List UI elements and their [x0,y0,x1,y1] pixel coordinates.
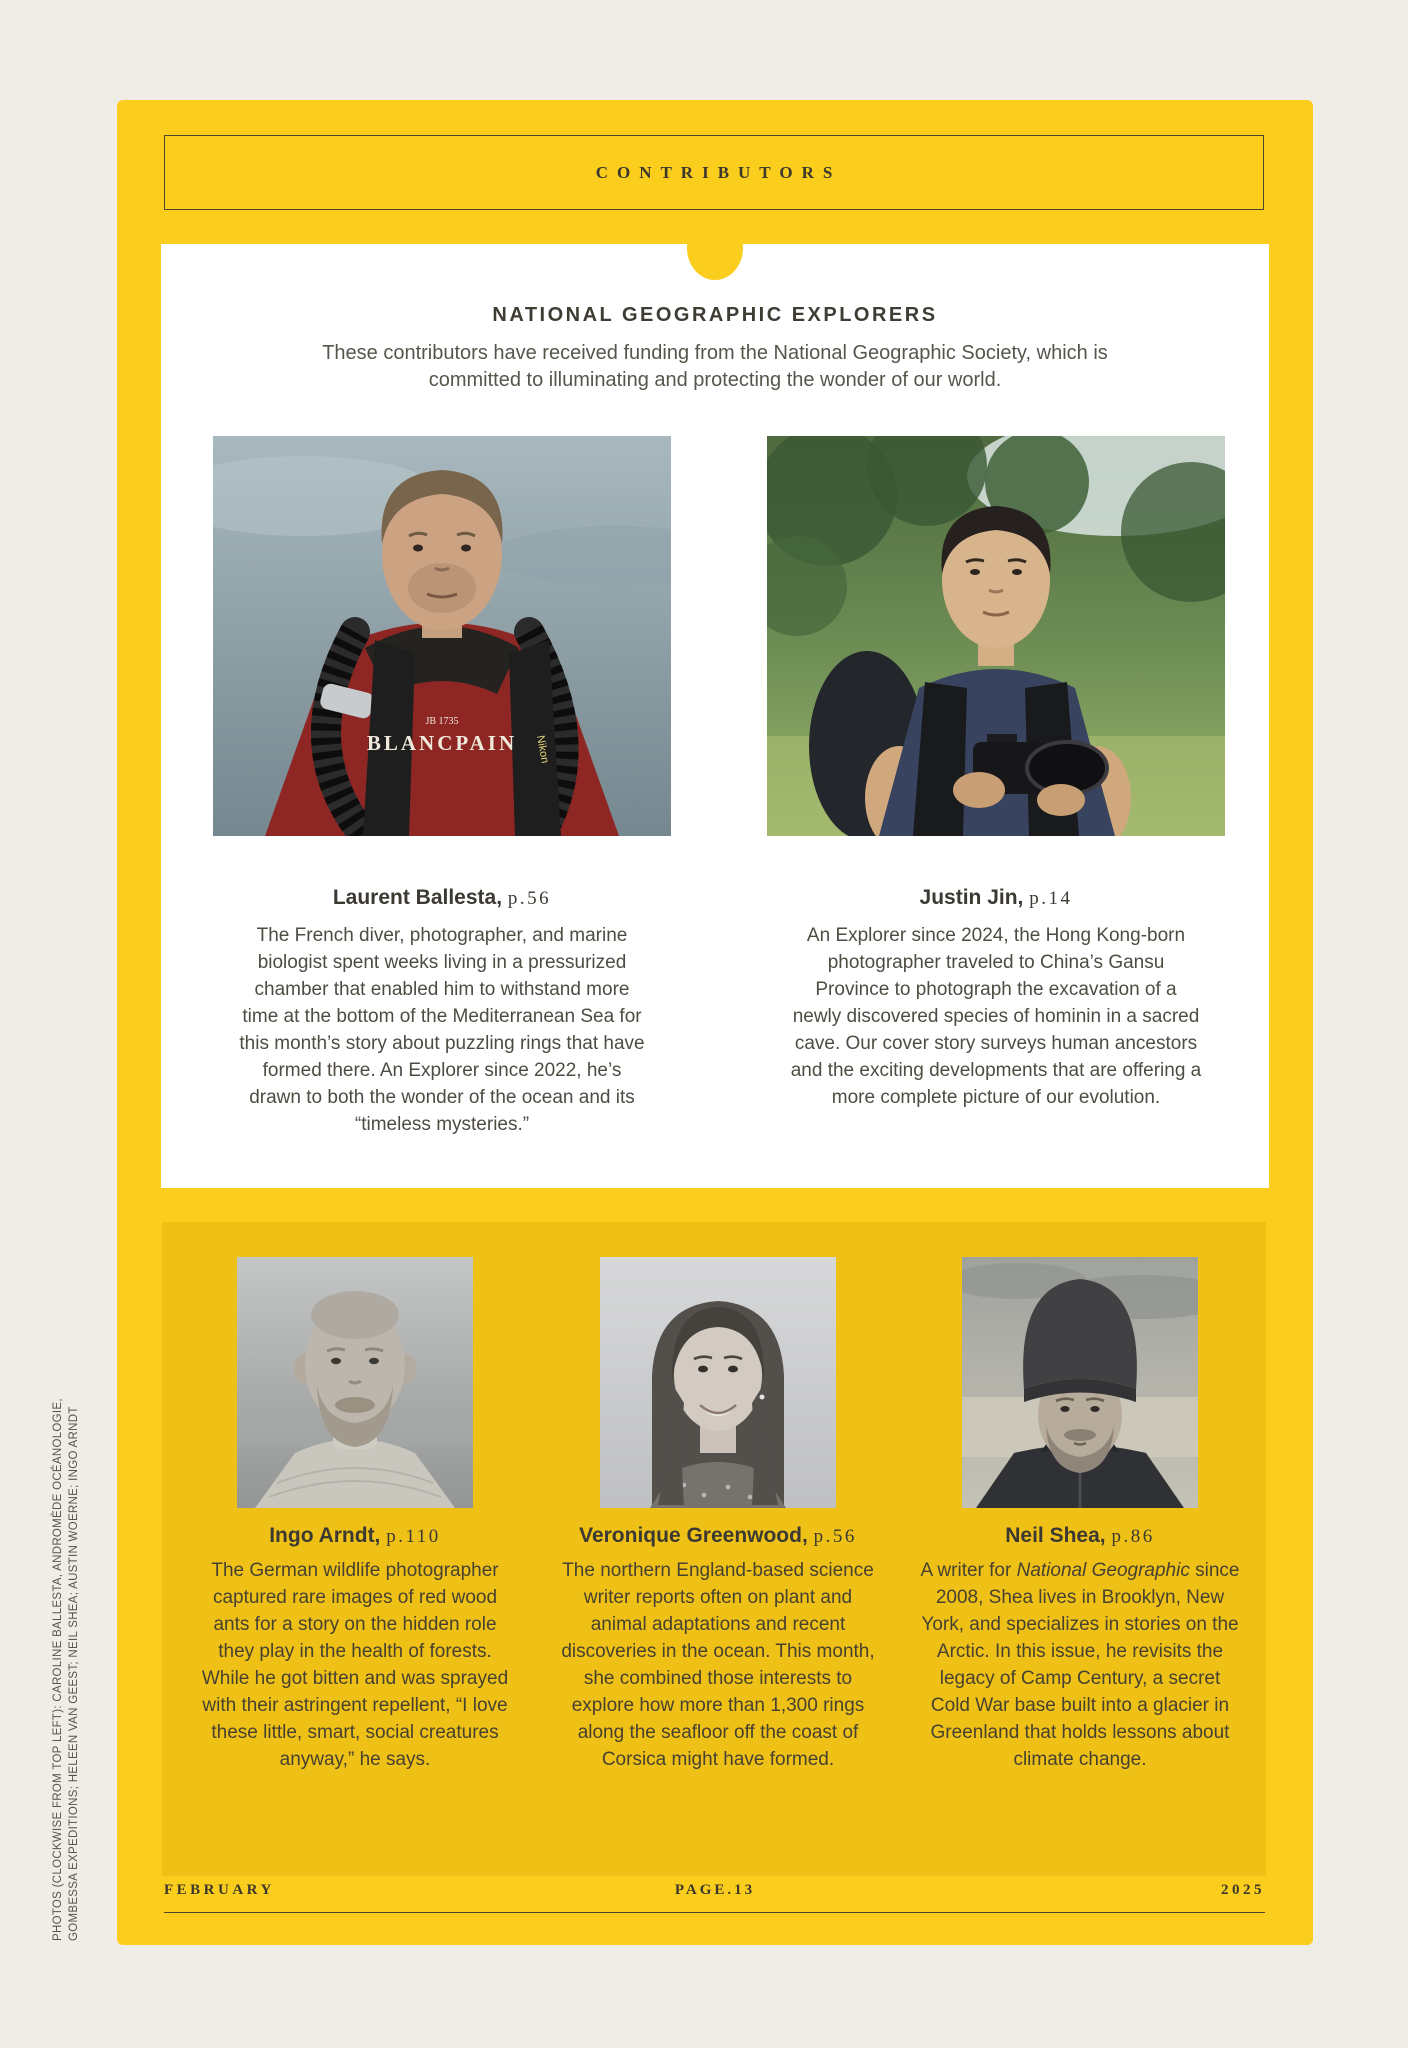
contributor-name: Neil Shea, [1005,1524,1106,1547]
contributor-card-justin [767,436,1225,1111]
contributor-name-line [190,1524,520,1548]
laurent-ballesta-photo [213,436,671,836]
contributor-bio: The northern England-based science writer reports often on plant and animal adaptations and recent discoveries in the ocean. This month, she combined those interests to explore how more than 1,300 rings along the seafloor off the coast of Corsica might have formed. [561,1560,875,1770]
contributor-page-ref: p.14 [1029,888,1073,909]
page-title: CONTRIBUTORS [595,162,842,182]
notch-ornament [687,216,743,280]
contributor-name-line [915,1524,1245,1548]
footer-month: FEBRUARY [164,1882,275,1898]
contributor-card-neil [915,1222,1245,1773]
photo-credits-line2: GOMBESSA EXPEDITIONS; HELEEN VAN GEEST; NEIL SHEA; AUSTIN WOERNE; INGO ARNDT [68,1406,80,1941]
ingo-arndt-photo [190,1257,520,1508]
contributor-name: Justin Jin, [919,886,1024,909]
photo-credits-text [50,1285,82,1941]
suit-brand-text: BLANCPAIN [366,731,518,755]
contributor-bio: The French diver, photographer, and marine biologist spent weeks living in a pressurized chamber that enabled him to withstand more time at the bottom of the Mediterranean Sea for this month’s story about puzzling rings that have formed there. An Explorer since 2022, he’s drawn to both the wonder of the ocean and its “timeless mysteries.” [239,925,645,1135]
footer-rule [164,1912,1265,1913]
veronique-greenwood-photo [553,1257,883,1508]
yellow-container [117,100,1313,1945]
explorers-heading: NATIONAL GEOGRAPHIC EXPLORERS [492,304,938,326]
more-contributors-panel [162,1222,1266,1876]
contributor-name: Ingo Arndt, [269,1524,381,1547]
contributor-name-line [767,886,1225,910]
contributor-page-ref: p.110 [386,1526,441,1547]
footer-page-number: PAGE.13 [674,1882,756,1898]
contributor-card-ingo [190,1222,520,1773]
footer-year: 2025 [1221,1882,1265,1898]
contributor-name-line [553,1524,883,1548]
justin-jin-photo [767,436,1225,836]
contributor-page-ref: p.86 [1111,1526,1155,1547]
explorers-card [161,244,1269,1188]
photo-credits-line1: PHOTOS (CLOCKWISE FROM TOP LEFT): CAROLINE BALLESTA, ANDROMÈDE OCÉANOLOGIE, [52,1398,64,1941]
contributor-name: Laurent Ballesta, [332,886,503,909]
ingo-arndt-photo-illustration [237,1257,473,1508]
suit-logo-text: JB 1735 [425,716,459,727]
contributor-bio: A writer for National Geographic since 2008, Shea lives in Brooklyn, New York, and specializes in stories on the Arctic. In this issue, he revisits the legacy of Camp Century, a secret Cold War base built into a glacier in Greenland that holds lessons about climate change. [920,1560,1240,1770]
contributor-page-ref: p.56 [507,888,552,909]
photo-credits [50,1285,90,1941]
contributor-card-veronique [553,1222,883,1773]
justin-jin-photo-illustration [767,436,1225,836]
contributor-card-laurent [213,436,671,1138]
neil-shea-photo-illustration [962,1257,1198,1508]
contributor-bio: An Explorer since 2024, the Hong Kong-born photographer traveled to China’s Gansu Province to photograph the excavation of a newly discovered species of hominin in a sacred cave. Our cover story surveys human ancestors and the exciting developments that are offering a more complete picture of our evolution. [790,925,1202,1108]
neil-shea-photo [915,1257,1245,1508]
explorers-intro: These contributors have received funding from the National Geographic Society, which is committed to illuminating and protecting the wonder of our world. [322,342,1108,391]
veronique-greenwood-photo-illustration [600,1257,836,1508]
contributors-header-box [164,135,1264,210]
contributor-page-ref: p.56 [813,1526,857,1547]
strap-brand-text: Nikon [534,734,551,765]
contributor-bio: The German wildlife photographer captured rare images of red wood ants for a story on the hidden role they play in the health of forests. While he got bitten and was sprayed with their astringent repellent, “I love these little, smart, social creatures anyway,” he says. [201,1560,509,1770]
contributor-name-line [213,886,671,910]
contributor-name: Veronique Greenwood, [579,1524,808,1547]
laurent-ballesta-photo-illustration [213,436,671,836]
